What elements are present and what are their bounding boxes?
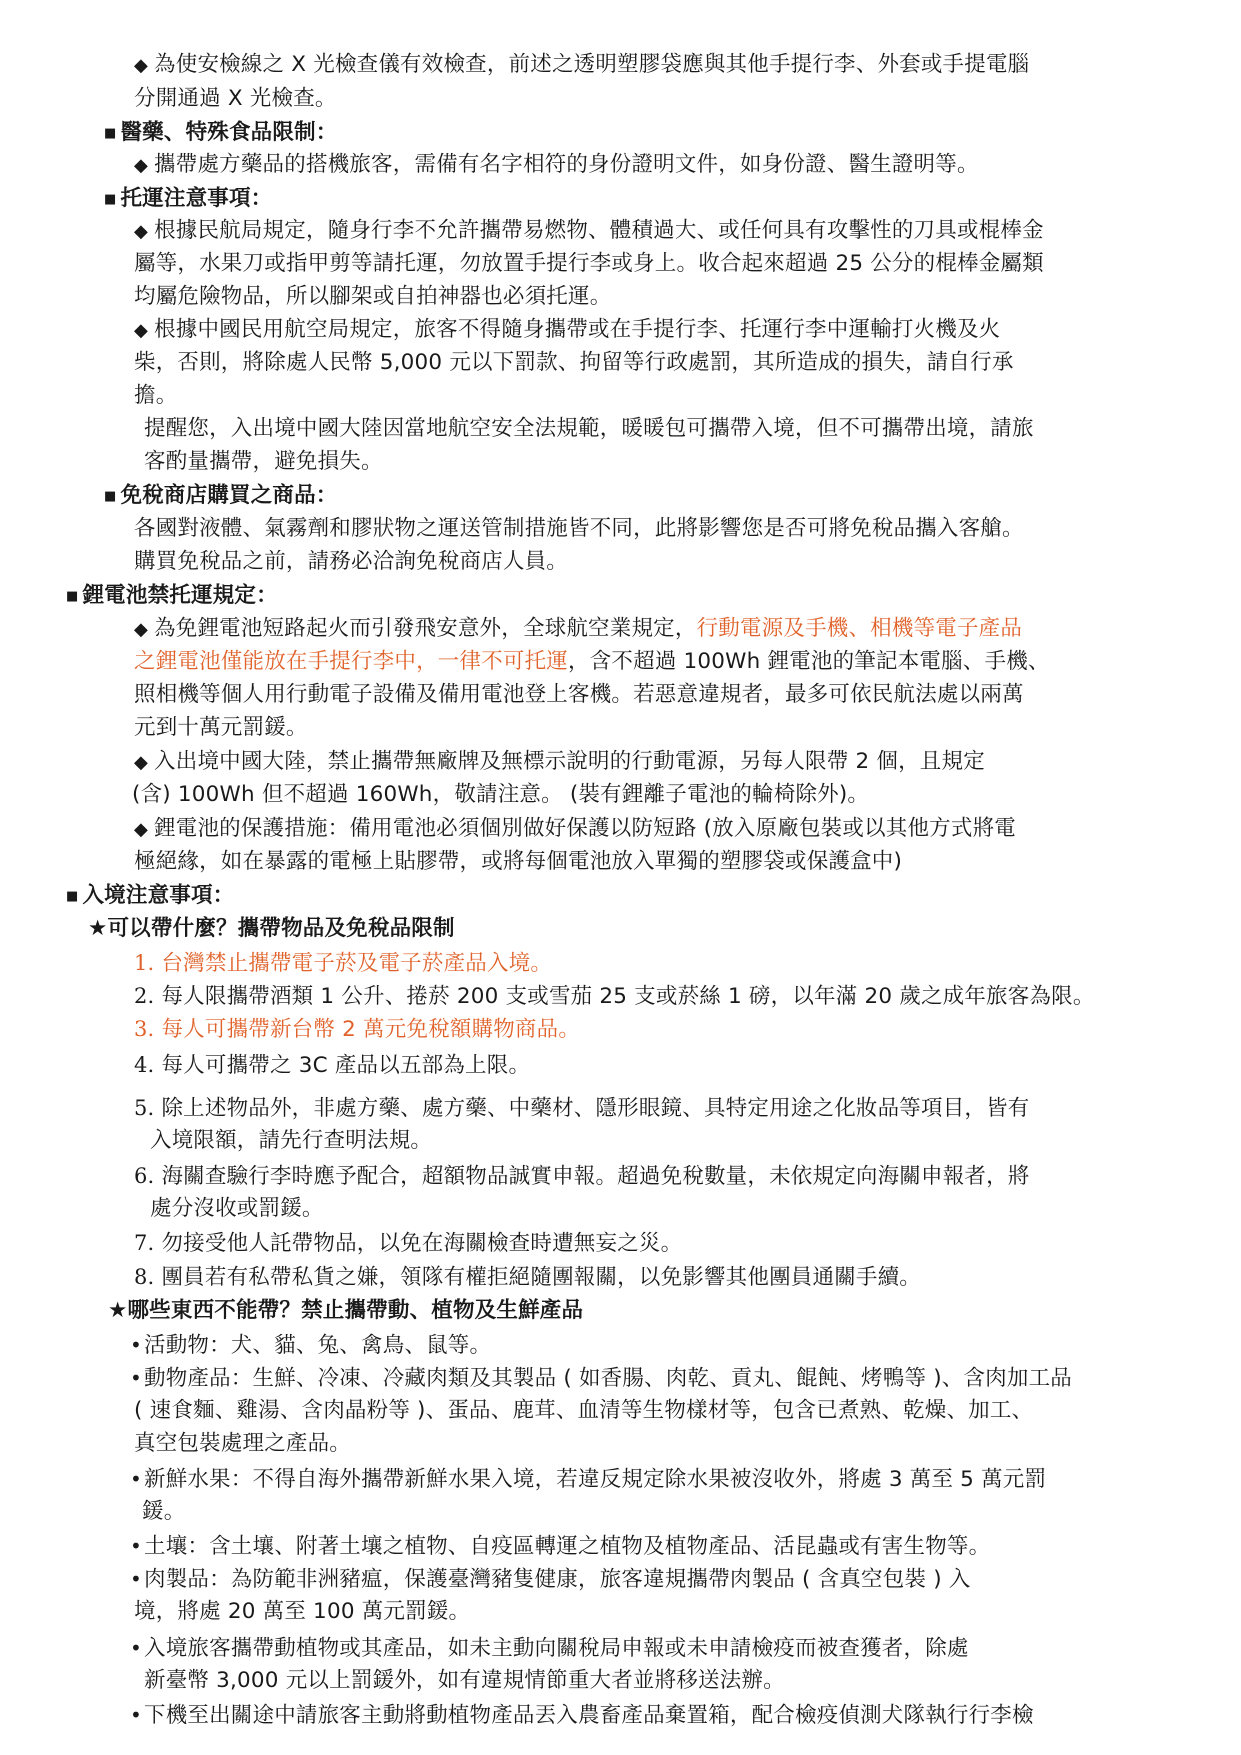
- diamond-bullet-icon: ◆: [134, 752, 149, 773]
- battery-p2-line-1: ◆ 入出境中國大陸，禁止攜帶無廠牌及無標示說明的行動電源，另每人限帶 2 個，且規定: [134, 749, 985, 774]
- battery-p1-line-2: 之鋰電池僅能放在手提行李中，一律不可托運，含不超過 100Wh 鋰電池的筆記本電腦、手機、: [134, 649, 1050, 674]
- battery-p1-line-3: 照相機等個人用行動電子設備及備用電池登上客機。若惡意違規者，最多可依民航法處以兩萬: [134, 682, 1024, 707]
- banned-item-fresh-fruit-cont: 鍰。: [142, 1499, 186, 1524]
- dutyfree-line-2: 購買免稅品之前，請務必洽詢免稅商店人員。: [134, 549, 569, 574]
- checkin-p3-line-2: 客酌量攜帶，避免損失。: [144, 449, 383, 474]
- dot-bullet-icon: •: [130, 1333, 142, 1357]
- entry-item-3: 3. 每人可攜帶新台幣 2 萬元免稅額購物商品。: [134, 1017, 581, 1042]
- checkin-p1-line-2: 屬等，水果刀或指甲剪等請托運，勿放置手提行李或身上。收合起來超過 25 公分的棍棒金屬類: [134, 251, 1044, 276]
- dot-bullet-icon: •: [130, 1534, 142, 1558]
- banned-item-fresh-fruit: •新鮮水果：不得自海外攜帶新鮮水果入境，若違反規定除水果被沒收外，將處 3 萬至 5 萬元罰: [130, 1467, 1047, 1492]
- star-icon: ★: [108, 1298, 128, 1323]
- dot-bullet-icon: •: [130, 1636, 142, 1660]
- dutyfree-heading: ■ 免稅商店購買之商品：: [104, 483, 338, 508]
- battery-p3-line-2: 極絕緣，如在暴露的電極上貼膠帶，或將每個電池放入單獨的塑膠袋或保護盒中): [134, 849, 903, 874]
- square-bullet-icon: ■: [104, 126, 117, 141]
- entry-item-5: 5. 除上述物品外，非處方藥、處方藥、中藥材、隱形眼鏡、具特定用途之化妝品等項目，皆有: [134, 1096, 1030, 1121]
- battery-p3-line-1: ◆ 鋰電池的保護措施：備用電池必須個別做好保護以防短路 (放入原廠包裝或以其他方式將電: [134, 816, 1016, 841]
- entry-item-5-cont: 入境限額，請先行查明法規。: [150, 1128, 433, 1153]
- banned-item-disposal: •下機至出關途中請旅客主動將動植物產品丟入農畜產品棄置箱，配合檢疫偵測犬隊執行行李檢: [130, 1703, 1034, 1728]
- entry-item-6-cont: 處分沒收或罰鍰。: [150, 1196, 324, 1221]
- xray-line-1: ◆ 為使安檢線之 X 光檢查儀有效檢查，前述之透明塑膠袋應與其他手提行李、外套或手提電腦: [134, 52, 1030, 77]
- dot-bullet-icon: •: [130, 1366, 142, 1390]
- entry-item-7: 7. 勿接受他人託帶物品，以免在海關檢查時遭無妄之災。: [134, 1231, 683, 1256]
- checkin-p2-line-3: 擔。: [134, 383, 178, 408]
- entry-item-6: 6. 海關查驗行李時應予配合，超額物品誠實申報。超過免稅數量，未依規定向海關申報者，將: [134, 1164, 1030, 1189]
- banned-item-meat-products-cont: 境，將處 20 萬至 100 萬元罰鍰。: [134, 1599, 471, 1624]
- battery-warning-text: 行動電源及手機、相機等電子產品: [696, 616, 1023, 641]
- square-bullet-icon: ■: [104, 192, 117, 207]
- checkin-p1-line-1: ◆ 根據民航局規定，隨身行李不允許攜帶易燃物、體積過大、或任何具有攻擊性的刀具或棍棒金: [134, 218, 1044, 243]
- xray-line-2: 分開通過 X 光檢查。: [134, 86, 337, 111]
- checkin-p3-line-1: 提醒您，入出境中國大陸因當地航空安全法規範，暖暖包可攜帶入境，但不可攜帶出境，請旅: [144, 416, 1034, 441]
- entry-item-1: 1. 台灣禁止攜帶電子菸及電子菸產品入境。: [134, 951, 553, 976]
- battery-p2-line-2: (含) 100Wh 但不超過 160Wh，敬請注意。 (裝有鋰離子電池的輪椅除外)。: [132, 782, 870, 807]
- square-bullet-icon: ■: [104, 489, 117, 504]
- banned-item-soil: •土壤：含土壤、附著土壤之植物、自疫區轉運之植物及植物產品、活昆蟲或有害生物等。: [130, 1534, 991, 1559]
- battery-p1-line-4: 元到十萬元罰鍰。: [134, 715, 308, 740]
- star-icon: ★: [88, 916, 108, 941]
- entry-item-8: 8. 團員若有私帶私貨之嫌，領隊有權拒絕隨團報關，以免影響其他團員通關手續。: [134, 1265, 921, 1290]
- square-bullet-icon: ■: [66, 889, 79, 904]
- checkin-p2-line-1: ◆ 根據中國民用航空局規定，旅客不得隨身攜帶或在手提行李、托運行李中運輸打火機及火: [134, 317, 1001, 342]
- medicine-heading: ■ 醫藥、特殊食品限制：: [104, 120, 338, 145]
- medicine-line-1: ◆ 攜帶處方藥品的搭機旅客，需備有名字相符的身份證明文件，如身份證、醫生證明等。: [134, 152, 979, 177]
- entry-heading: ■ 入境注意事項：: [66, 883, 235, 908]
- entry-subheading-banned: ★哪些東西不能帶？禁止攜帶動、植物及生鮮產品: [108, 1298, 584, 1323]
- battery-p1-line-1: ◆ 為免鋰電池短路起火而引發飛安意外，全球航空業規定，行動電源及手機、相機等電子產品: [134, 616, 1023, 641]
- checkin-heading: ■ 托運注意事項：: [104, 186, 273, 211]
- entry-item-2: 2. 每人限攜帶酒類 1 公升、捲菸 200 支或雪茄 25 支或菸絲 1 磅，以年滿 20 歲之成年旅客為限。: [134, 984, 1095, 1009]
- banned-item-meat-products: •肉製品：為防範非洲豬瘟，保護臺灣豬隻健康，旅客違規攜帶肉製品 ( 含真空包裝 ) 入: [130, 1567, 971, 1592]
- banned-item-declaration-cont: 新臺幣 3,000 元以上罰鍰外，如有違規情節重大者並將移送法辦。: [144, 1668, 785, 1693]
- entry-item-4: 4. 每人可攜帶之 3C 產品以五部為上限。: [134, 1053, 531, 1078]
- dot-bullet-icon: •: [130, 1467, 142, 1491]
- banned-item-live-animals: •活動物：犬、貓、兔、禽鳥、鼠等。: [130, 1333, 492, 1358]
- dutyfree-line-1: 各國對液體、氣霧劑和膠狀物之運送管制措施皆不同，此將影響您是否可將免稅品攜入客艙。: [134, 516, 1024, 541]
- checkin-p2-line-2: 柴，否則，將除處人民幣 5,000 元以下罰款、拘留等行政處罰，其所造成的損失，請自行承: [134, 350, 1014, 375]
- battery-warning-text: 之鋰電池僅能放在手提行李中，一律不可托運: [134, 649, 569, 674]
- banned-item-animal-products-cont-1: ( 速食麵、雞湯、含肉晶粉等 )、蛋品、鹿茸、血清等生物樣材等，包含已煮熟、乾燥、加工、: [134, 1398, 1034, 1423]
- diamond-bullet-icon: ◆: [134, 155, 149, 176]
- diamond-bullet-icon: ◆: [134, 55, 149, 76]
- battery-heading: ■ 鋰電池禁托運規定：: [66, 583, 278, 608]
- diamond-bullet-icon: ◆: [134, 619, 149, 640]
- diamond-bullet-icon: ◆: [134, 819, 149, 840]
- banned-item-declaration: •入境旅客攜帶動植物或其產品，如未主動向關稅局申報或未申請檢疫而被查獲者，除處: [130, 1636, 969, 1661]
- dot-bullet-icon: •: [130, 1567, 142, 1591]
- diamond-bullet-icon: ◆: [134, 320, 149, 341]
- banned-item-animal-products: •動物產品：生鮮、冷凍、冷藏肉類及其製品 ( 如香腸、肉乾、貢丸、餛飩、烤鴨等 )、含肉加工品: [130, 1366, 1072, 1391]
- checkin-p1-line-3: 均屬危險物品，所以腳架或自拍神器也必須托運。: [134, 284, 612, 309]
- banned-item-animal-products-cont-2: 真空包裝處理之產品。: [134, 1431, 352, 1456]
- diamond-bullet-icon: ◆: [134, 221, 149, 242]
- dot-bullet-icon: •: [130, 1703, 142, 1727]
- square-bullet-icon: ■: [66, 589, 79, 604]
- entry-subheading-allowed: ★可以帶什麼？攜帶物品及免稅品限制: [88, 916, 455, 941]
